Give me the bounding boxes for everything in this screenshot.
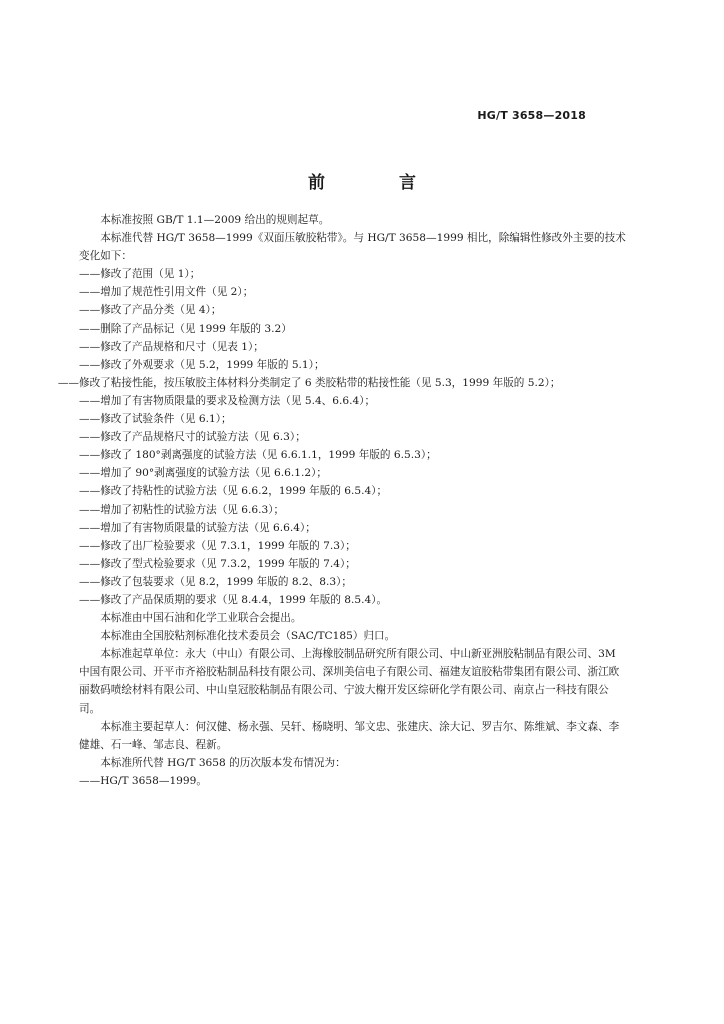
change-item: ——增加了规范性引用文件（见 2）； xyxy=(79,286,254,299)
change-item: ——增加了有害物质限量的试验方法（见 6.6.4）； xyxy=(79,521,316,534)
section-heading: 前 言 xyxy=(308,173,450,193)
drafting-units-paragraph: 本标准起草单位：永大（中山）有限公司、上海橡胶制品研究所有限公司、中山新亚洲胶粘制品有限公司、3M 中国有限公司、开平市齐裕胶粘制品科技有限公司、深圳美信电子有限公司、福建友谊胶粘带集团有限公司、浙江欧丽数码喷绘材料有限公司、中山皇冠胶粘制品有限公司、宁波大榭开发区综研化学有限公司、南京占一科技有限公司。 xyxy=(79,648,620,715)
change-item: ——增加了有害物质限量的要求及检测方法（见 5.4、6.6.4）； xyxy=(79,394,376,407)
change-item: ——修改了持粘性的试验方法（见 6.6.2，1999 年版的 6.5.4）； xyxy=(79,485,388,498)
change-item: ——修改了产品保质期的要求（见 8.4.4，1999 年版的 8.5.4）。 xyxy=(79,593,388,606)
drafters-paragraph: 本标准主要起草人：何汉健、杨永强、吴轩、杨晓明、邹文忠、张建庆、涂大记、罗吉尔、陈维斌、李文森、李健雄、石一峰、邹志良、程新。 xyxy=(79,720,620,751)
drafting-rule-paragraph: 本标准按照 GB/T 1.1—2009 给出的规则起草。 xyxy=(100,214,330,226)
standard-code: HG/T 3658—2018 xyxy=(477,109,586,122)
history-intro-paragraph: 本标准所代替 HG/T 3658 的历次版本发布情况为： xyxy=(100,756,346,769)
change-item: ——修改了试验条件（见 6.1）； xyxy=(79,413,232,426)
change-item: ——增加了 90°剥离强度的试验方法（见 6.6.1.2）； xyxy=(79,467,327,480)
managed-by-paragraph: 本标准由全国胶粘剂标准化技术委员会（SAC/TC185）归口。 xyxy=(100,630,396,643)
change-item: ——修改了产品分类（见 4）； xyxy=(79,304,222,317)
change-item: ——修改了产品规格和尺寸（见表 1）； xyxy=(79,340,264,353)
change-item: ——修改了粘接性能，按压敏胶主体材料分类制定了 6 类胶粘带的粘接性能（见 5.3，1999 年版的 5.2）； xyxy=(57,376,561,389)
change-item: ——修改了出厂检验要求（见 7.3.1，1999 年版的 7.3）； xyxy=(79,539,356,552)
change-item: ——修改了 180°剥离强度的试验方法（见 6.6.1.1，1999 年版的 6.5.3）； xyxy=(79,449,437,462)
change-item: ——修改了包装要求（见 8.2，1999 年版的 8.2、8.3）； xyxy=(79,575,352,588)
change-item: ——修改了范围（见 1）； xyxy=(79,268,201,281)
change-item: ——增加了初粘性的试验方法（见 6.6.3）； xyxy=(79,503,285,516)
change-item: ——删除了产品标记（见 1999 年版的 3.2） xyxy=(79,322,292,335)
change-item: ——修改了外观要求（见 5.2，1999 年版的 5.1）； xyxy=(79,358,325,371)
change-item: ——修改了型式检验要求（见 7.3.2，1999 年版的 7.4）； xyxy=(79,557,356,570)
proposed-by-paragraph: 本标准由中国石油和化学工业联合会提出。 xyxy=(100,612,302,625)
replaces-paragraph: 本标准代替 HG/T 3658—1999《双面压敏胶粘带》。与 HG/T 3658—1999 相比，除编辑性修改外主要的技术变化如下： xyxy=(79,232,626,263)
change-item: ——修改了产品规格尺寸的试验方法（见 6.3）； xyxy=(79,431,306,444)
changes-list xyxy=(57,265,627,609)
foreword-body xyxy=(57,211,627,790)
history-item: ——HG/T 3658—1999。 xyxy=(79,774,207,787)
